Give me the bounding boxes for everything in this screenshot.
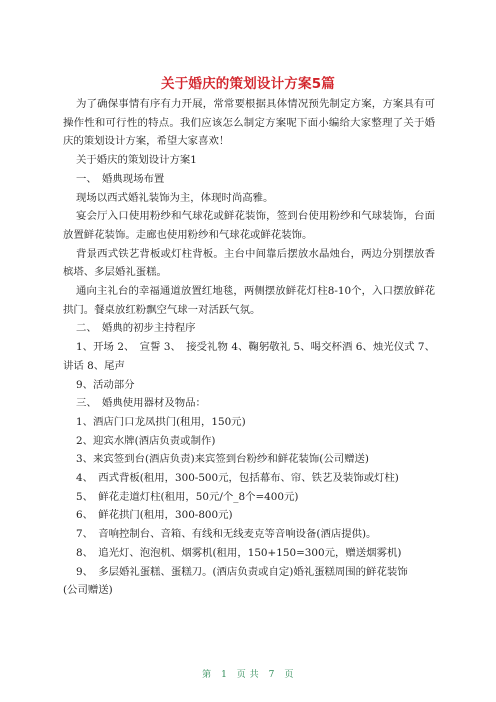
heading-equipment: 三、 婚典使用器材及物品： <box>76 397 206 410</box>
equipment-item: 5、 鲜花走道灯柱(租用，50元/个_8个=400元) <box>76 490 299 503</box>
document-body <box>63 95 435 600</box>
equipment-item: 8、 追光灯、泡泡机、烟雾机(租用，150+150=300元，赠送烟雾机) <box>76 546 402 559</box>
activity-line: 9、活动部分 <box>76 378 135 391</box>
document-title: 关于婚庆的策划设计方案5篇 <box>161 76 335 92</box>
equipment-item: 1、酒店门口龙凤拱门(租用，150元) <box>76 415 246 428</box>
heading-program: 二、 婚典的初步主持程序 <box>76 322 196 335</box>
entrance-paragraph: 宴会厅入口使用粉纱和气球花或鲜花装饰，签到台使用粉纱和气球装饰，台面放置鲜花装饰。走廊也使用粉纱和气球花或鲜花装饰。 <box>63 210 435 241</box>
equipment-item: 9、 多层婚礼蛋糕、蛋糕刀。(酒店负责或自定)婚礼蛋糕周围的鲜花装饰 <box>76 565 408 578</box>
equipment-item: 6、 鲜花拱门(租用，300-800元) <box>76 509 233 522</box>
page-footer: 第 1 页 共 7 页 <box>202 670 294 680</box>
equipment-item-continuation: (公司赠送) <box>63 584 113 597</box>
equipment-item: 3、来宾签到台(酒店负责)来宾签到台粉纱和鲜花装饰(公司赠送) <box>76 453 369 466</box>
section-title: 关于婚庆的策划设计方案1 <box>76 154 197 167</box>
intro-paragraph: 为了确保事情有序有力开展，常常要根据具体情况预先制定方案，方案具有可操作性和可行性的特点。我们应该怎么制定方案呢下面小编给大家整理了关于婚庆的策划设计方案，希望大家喜欢！ <box>63 98 435 148</box>
equipment-item: 2、迎宾水牌(酒店负责或制作) <box>76 434 216 447</box>
program-list: 1、开场 2、 宣誓 3、 接受礼物 4、鞠躬敬礼 5、喝交杯酒 6、烛光仪式 7、讲话 8、尾声 <box>63 341 435 372</box>
venue-style-line: 现场以西式婚礼装饰为主，体现时尚高雅。 <box>76 191 274 204</box>
heading-venue-layout: 一、 婚典现场布置 <box>76 172 165 185</box>
aisle-paragraph: 通向主礼台的幸福通道放置红地毯，两侧摆放鲜花灯柱8-10个，入口摆放鲜花拱门。餐桌放红粉飘空气球一对活跃气氛。 <box>63 285 435 316</box>
equipment-item: 7、 音响控制台、音箱、有线和无线麦克等音响设备(酒店提供)。 <box>76 528 377 541</box>
backdrop-paragraph: 背景西式铁艺背板或灯柱背板。主台中间靠后摆放水晶烛台，两边分别摆放香槟塔、多层婚礼蛋糕。 <box>63 247 435 279</box>
equipment-item: 4、 西式背板(租用，300-500元，包括幕布、帘、铁艺及装饰或灯柱) <box>76 472 399 485</box>
